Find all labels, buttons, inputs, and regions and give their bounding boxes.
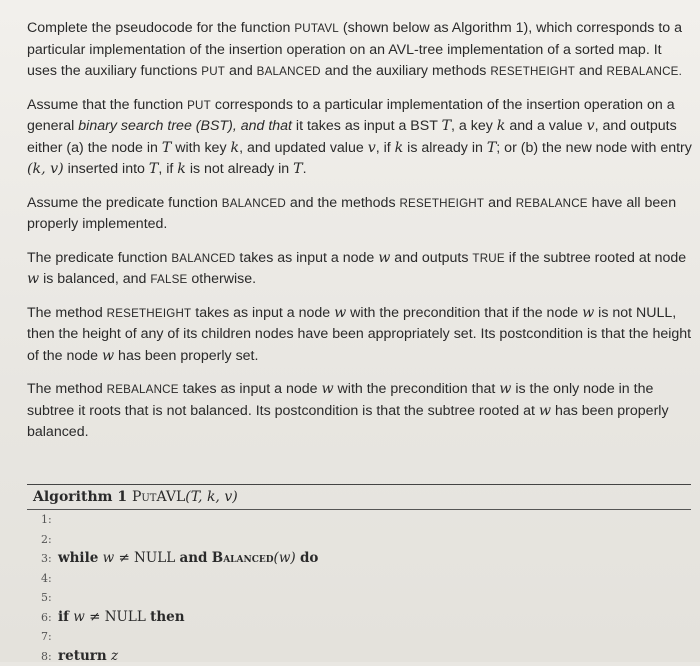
- fn-name: REBALANCE.: [607, 65, 682, 78]
- code-line-4[interactable]: [41, 569, 691, 589]
- text: and: [225, 63, 257, 79]
- question-text: [27, 18, 693, 456]
- text: .: [303, 161, 307, 177]
- fn-name: BALANCED: [222, 197, 286, 210]
- keyword-if: if: [58, 609, 69, 625]
- text: and outputs: [390, 250, 472, 266]
- text: takes as input a node: [235, 250, 378, 266]
- intro-paragraph: [27, 18, 693, 83]
- math: w: [582, 305, 594, 321]
- math: w: [73, 609, 85, 625]
- math: k: [395, 140, 404, 156]
- text: if the subtree rooted at node: [505, 250, 686, 266]
- code-line-8: [41, 647, 691, 666]
- fn-name: Balanced: [212, 550, 274, 566]
- algorithm-title: [27, 485, 691, 507]
- algorithm-fn-name: PutAVL: [132, 489, 185, 505]
- algorithm-box: [27, 484, 691, 666]
- math: T: [162, 140, 171, 156]
- line-number: 1:: [41, 510, 58, 530]
- algorithm-args: (T, k, v): [185, 489, 237, 505]
- code-line-7[interactable]: [41, 627, 691, 647]
- assume-paragraph: [27, 193, 693, 236]
- text: and the auxiliary methods: [321, 63, 491, 79]
- text: is the only node in the subtree it roots that is not balanced. Its postcondition is that the subtree rooted at: [27, 381, 653, 419]
- math: k: [497, 118, 506, 134]
- text: corresponds to a particular implementation of the insertion operation on a general: [27, 97, 675, 135]
- text: inserted into: [64, 161, 149, 177]
- math: (w): [274, 550, 296, 566]
- keyword-then: then: [150, 609, 184, 625]
- rebalance-paragraph: [27, 379, 693, 444]
- text: and the methods: [286, 195, 400, 211]
- text: with the precondition that: [334, 381, 500, 397]
- math: (k, v): [27, 161, 64, 177]
- text: and: [575, 63, 607, 79]
- text: has been properly balanced.: [27, 403, 669, 441]
- text: with key: [171, 140, 230, 156]
- balanced-paragraph: [27, 248, 693, 291]
- math: k: [230, 140, 239, 156]
- line-number: 8:: [41, 647, 58, 666]
- text: , a key: [451, 118, 497, 134]
- line-number: 4:: [41, 569, 58, 589]
- text: , if: [158, 161, 177, 177]
- math: w: [378, 250, 390, 266]
- text: Assume that the function: [27, 97, 187, 113]
- text: ≠ NULL: [85, 609, 150, 625]
- bst-term: binary search tree (BST), and that: [78, 118, 292, 134]
- text: Complete the pseudocode for the function: [27, 20, 294, 36]
- code-line-5[interactable]: [41, 588, 691, 608]
- text: is already in: [403, 140, 487, 156]
- math: v: [368, 140, 376, 156]
- fn-name: BALANCED: [171, 252, 235, 265]
- keyword-and: and: [179, 550, 207, 566]
- text: otherwise.: [187, 271, 256, 287]
- line-number: 5:: [41, 588, 58, 608]
- fn-name: PUTAVL: [294, 22, 339, 35]
- text: The predicate function: [27, 250, 171, 266]
- text: (shown below as Algorithm 1), which corresponds to a particular implementation of the insertion operation on an AVL-tree implementation of a sorted map. It uses the auxiliary functions: [27, 20, 682, 79]
- text: with the precondition that if the node: [346, 305, 582, 321]
- text: ≠ NULL: [114, 550, 179, 566]
- fn-name: REBALANCE: [107, 383, 179, 396]
- math: T: [442, 118, 451, 134]
- text: takes as input a node: [191, 305, 334, 321]
- text: , if: [376, 140, 395, 156]
- fn-name: BALANCED: [257, 65, 321, 78]
- math: w: [321, 381, 333, 397]
- math: w: [499, 381, 511, 397]
- keyword-while: while: [58, 550, 98, 566]
- math: w: [103, 550, 115, 566]
- text: have all been properly implemented.: [27, 195, 676, 233]
- math: w: [334, 305, 346, 321]
- text: , and updated value: [239, 140, 368, 156]
- text: it takes as input a BST: [292, 118, 442, 134]
- math: v: [587, 118, 595, 134]
- text: is not already in: [186, 161, 293, 177]
- text: ; or (b) the new node with entry: [496, 140, 692, 156]
- math: T: [149, 161, 158, 177]
- keyword: FALSE: [150, 273, 187, 286]
- code-line-3: [41, 549, 691, 569]
- code-line-1[interactable]: [41, 510, 691, 530]
- math: w: [27, 271, 39, 287]
- fn-name: PUT: [201, 65, 225, 78]
- text: Assume the predicate function: [27, 195, 222, 211]
- keyword: TRUE: [472, 252, 504, 265]
- keyword-return: return: [58, 648, 107, 664]
- math: w: [102, 348, 114, 364]
- text: is not NULL, then the height of any of its children nodes have been appropriately set. Its postcondition is that the height of the node: [27, 305, 691, 364]
- text: is balanced, and: [39, 271, 150, 287]
- fn-name: RESETHEIGHT: [490, 65, 575, 78]
- math: z: [111, 648, 118, 664]
- math: w: [539, 403, 551, 419]
- text: , and outputs either (a) the node in: [27, 118, 677, 156]
- code-line-2[interactable]: [41, 530, 691, 550]
- fn-name: PUT: [187, 99, 211, 112]
- algorithm-lines: [27, 510, 691, 666]
- text: and: [484, 195, 516, 211]
- code-line-6: [41, 608, 691, 628]
- line-number: 3:: [41, 549, 58, 569]
- text: takes as input a node: [179, 381, 322, 397]
- keyword-do: do: [300, 550, 318, 566]
- math: T: [487, 140, 496, 156]
- line-number: 2:: [41, 530, 58, 550]
- put-paragraph: [27, 95, 693, 181]
- fn-name: RESETHEIGHT: [399, 197, 484, 210]
- text: The method: [27, 305, 107, 321]
- resetheight-paragraph: [27, 303, 693, 368]
- line-number: 6:: [41, 608, 58, 628]
- fn-name: REBALANCE: [516, 197, 588, 210]
- algorithm-label: Algorithm 1: [33, 489, 127, 505]
- math: T: [293, 161, 302, 177]
- text: The method: [27, 381, 107, 397]
- math: k: [177, 161, 186, 177]
- fn-name: RESETHEIGHT: [107, 307, 192, 320]
- line-number: 7:: [41, 627, 58, 647]
- text: has been properly set.: [114, 348, 258, 364]
- text: and a value: [505, 118, 586, 134]
